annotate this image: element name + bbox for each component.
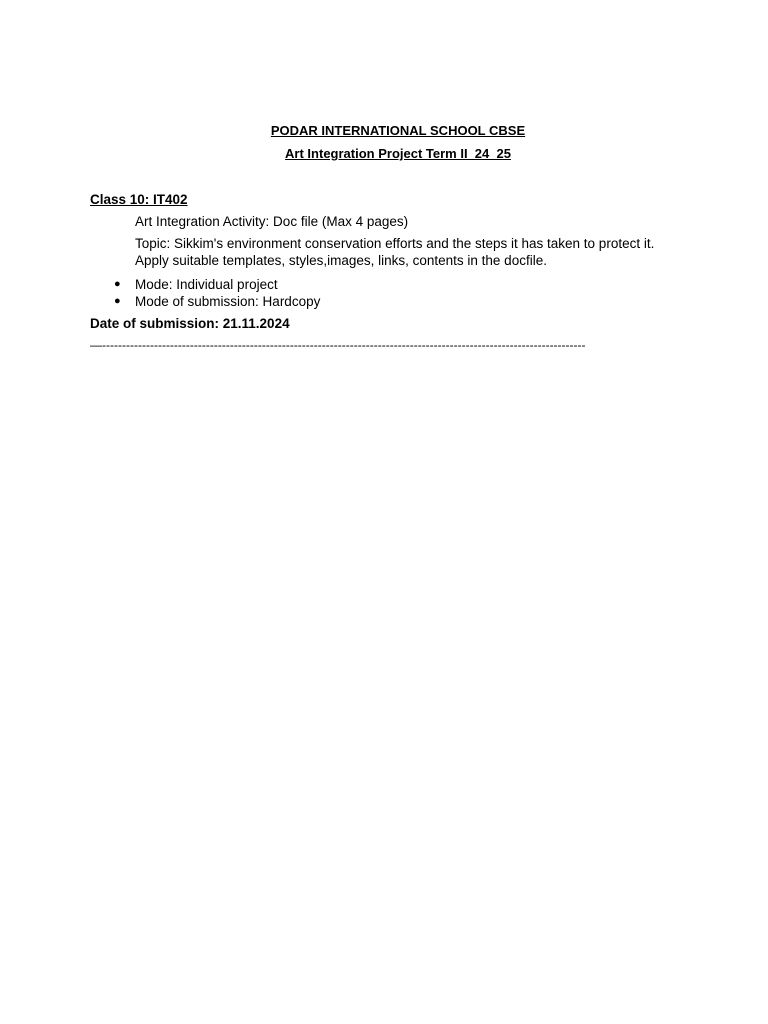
activity-description: Art Integration Activity: Doc file (Max 4 pages) [135, 214, 409, 229]
bullet-icon: ● [114, 278, 121, 290]
topic-line-1: Topic: Sikkim's environment conservation efforts and the steps it has taken to protect it. [135, 236, 655, 251]
bullet-icon: ● [114, 295, 121, 307]
project-subtitle: Art Integration Project Term II_24_25 [285, 146, 511, 161]
list-item [90, 293, 320, 310]
submission-mode-text: Mode of submission: Hardcopy [135, 294, 321, 309]
school-title: PODAR INTERNATIONAL SCHOOL CBSE [270, 123, 526, 138]
submission-date: Date of submission: 21.11.2024 [90, 316, 290, 331]
topic-line-2: Apply suitable templates, styles,images, links, contents in the docfile. [135, 253, 547, 268]
divider-line: —------------------------------------------------------------------------------------------------------------------------- [90, 338, 586, 352]
class-heading: Class 10: IT402 [90, 192, 188, 207]
list-item [90, 276, 320, 293]
mode-bullet-list [90, 276, 320, 310]
mode-text: Mode: Individual project [135, 277, 278, 292]
